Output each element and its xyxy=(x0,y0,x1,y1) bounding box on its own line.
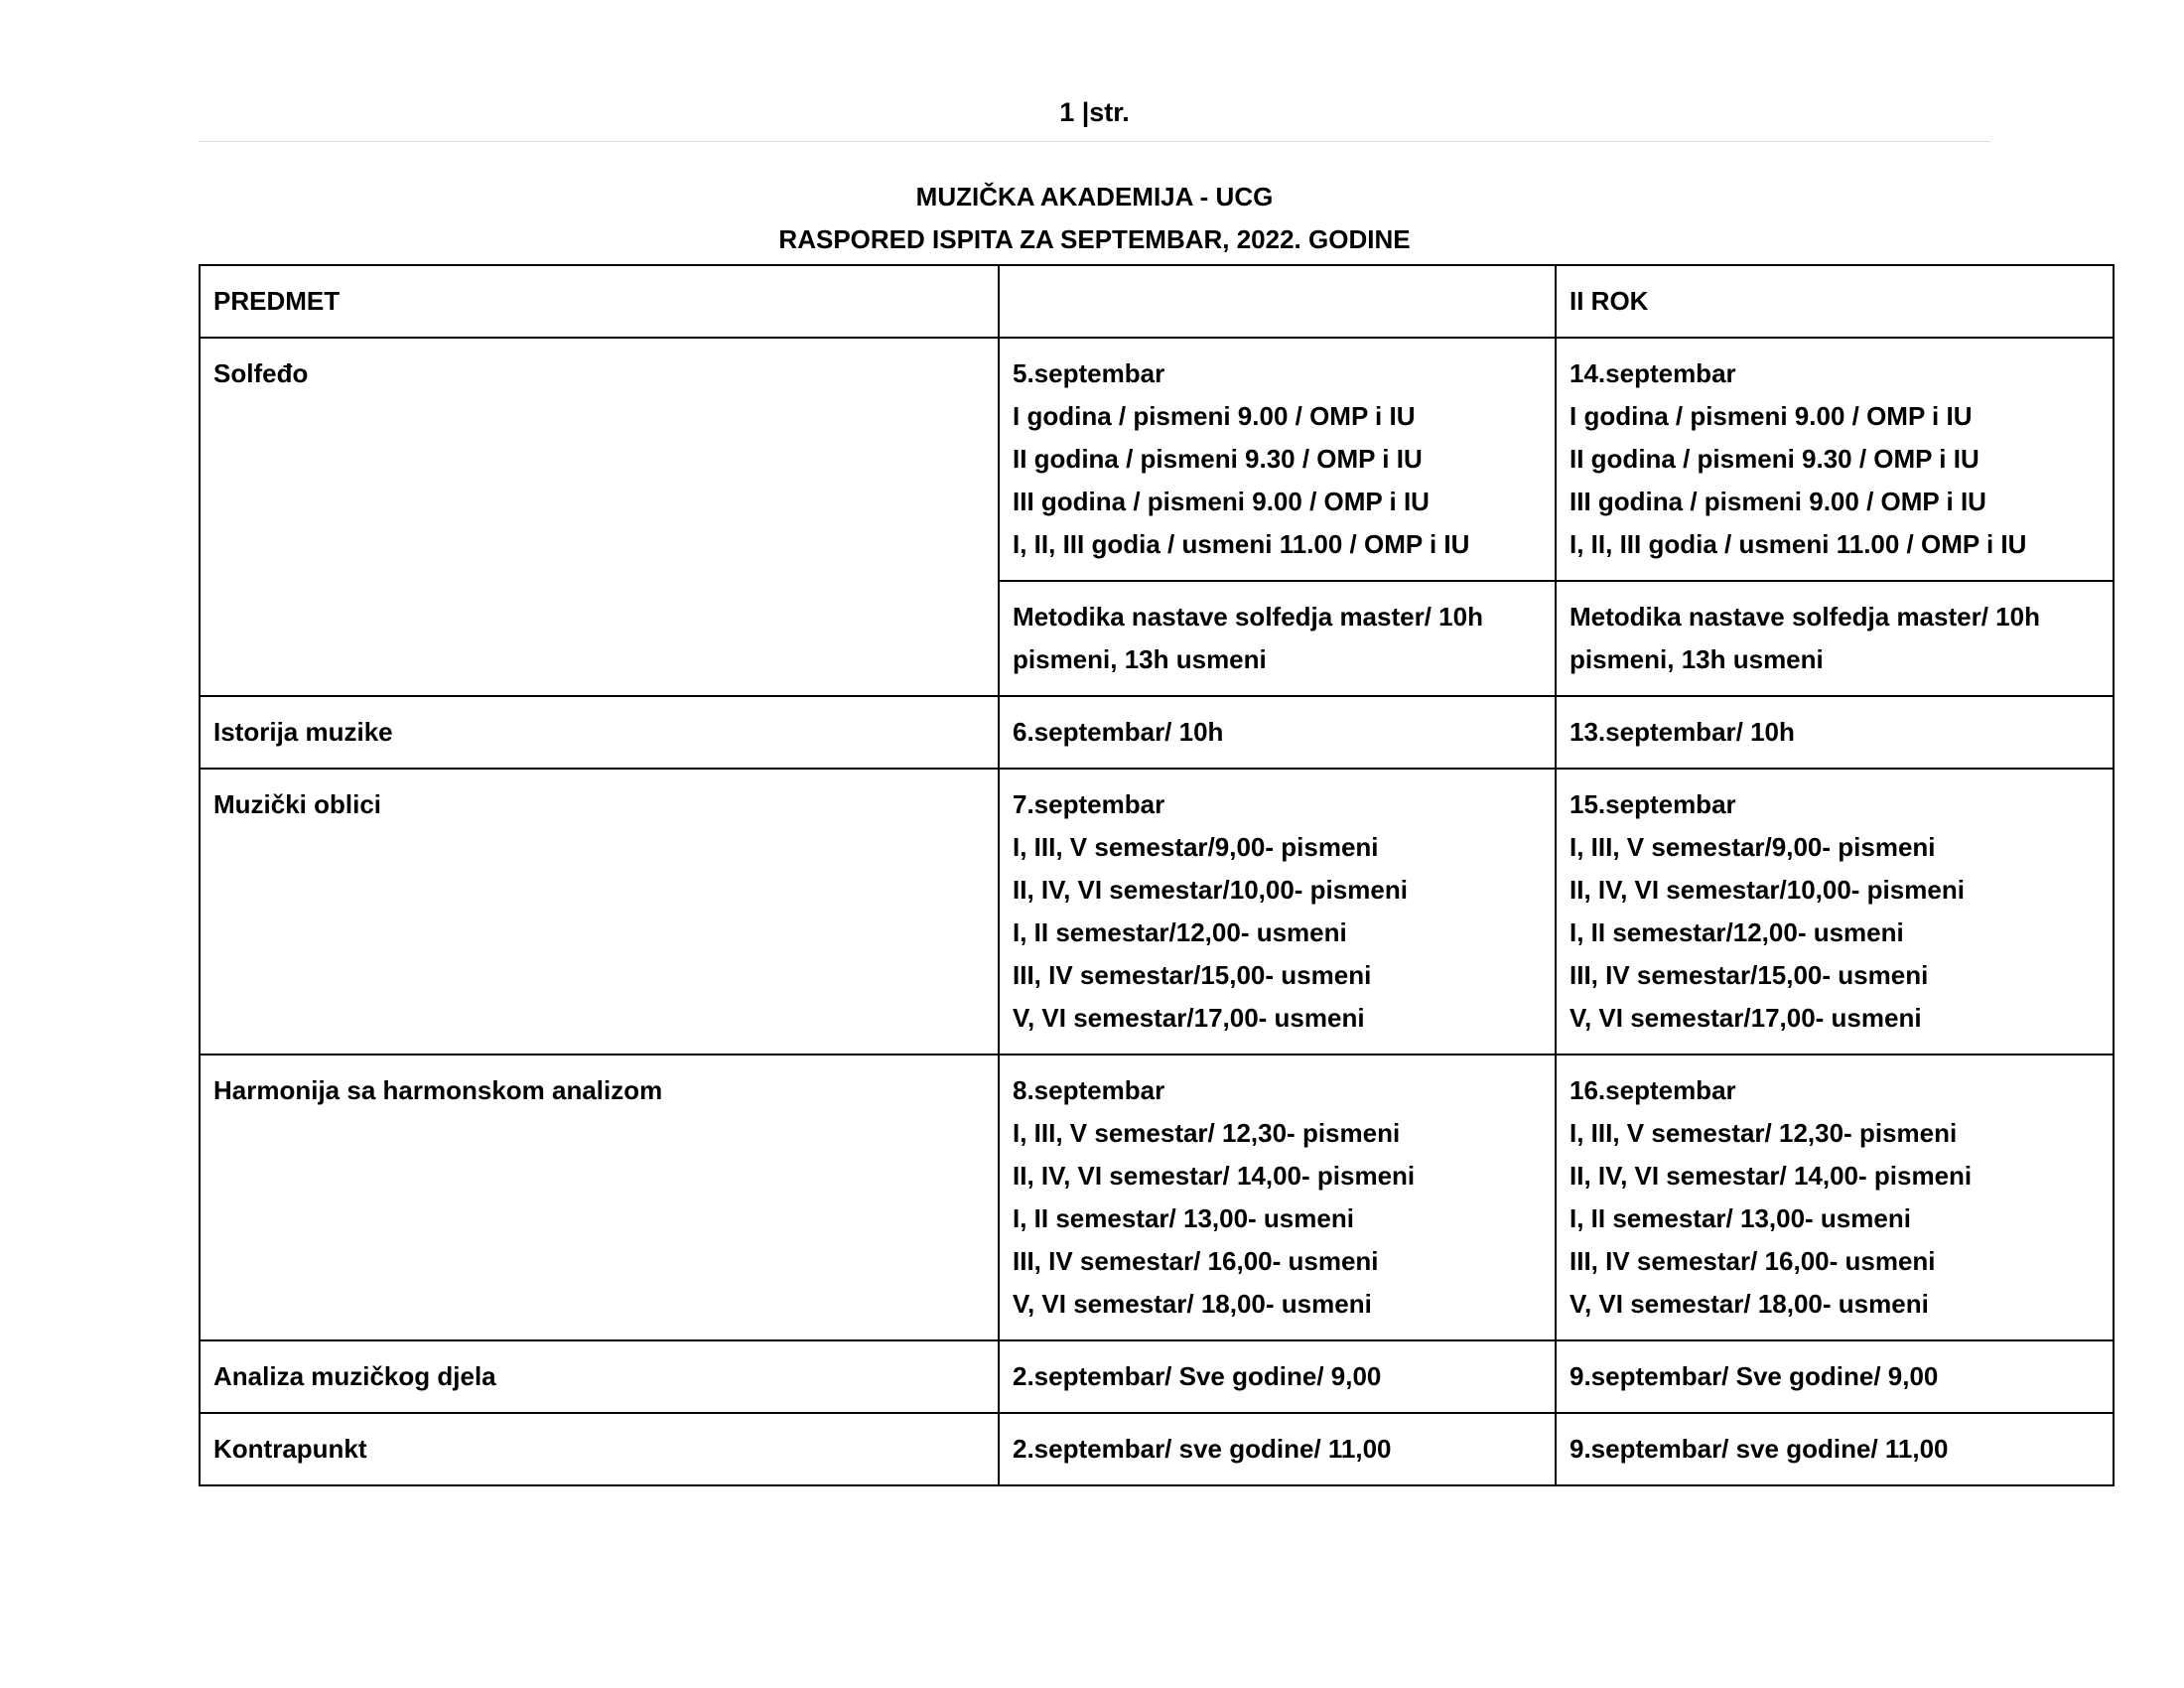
date-line: 8.septembar xyxy=(1013,1075,1165,1105)
subject-cell: Analiza muzičkog djela xyxy=(200,1340,999,1413)
exam-line: V, VI semestar/17,00- usmeni xyxy=(1570,1003,1922,1033)
second-term-cell xyxy=(1556,1340,2114,1413)
first-term-cell xyxy=(999,581,1556,696)
subject-cell: Kontrapunkt xyxy=(200,1413,999,1485)
exam-line: I, II, III godia / usmeni 11.00 / OMP i IU xyxy=(1013,529,1470,559)
second-term-cell xyxy=(1556,1413,2114,1485)
exam-line: II, IV, VI semestar/ 14,00- pismeni xyxy=(1013,1161,1416,1191)
exam-line: I, II semestar/12,00- usmeni xyxy=(1570,917,1904,947)
table-row-kontrapunkt xyxy=(200,1413,2114,1485)
exam-line: I, II semestar/12,00- usmeni xyxy=(1013,917,1347,947)
date-line: 15.septembar xyxy=(1570,789,1736,819)
exam-line: II godina / pismeni 9.30 / OMP i IU xyxy=(1013,444,1423,474)
second-term-cell xyxy=(1556,338,2114,581)
date-line: 6.septembar/ 10h xyxy=(1013,717,1224,747)
second-term-cell xyxy=(1556,581,2114,696)
exam-line: I, II, III godia / usmeni 11.00 / OMP i IU xyxy=(1570,529,2027,559)
exam-line: III godina / pismeni 9.00 / OMP i IU xyxy=(1013,487,1430,516)
second-term-cell xyxy=(1556,696,2114,769)
subject-cell: Istorija muzike xyxy=(200,696,999,769)
table-row-analiza xyxy=(200,1340,2114,1413)
first-term-cell xyxy=(999,1340,1556,1413)
exam-line: pismeni, 13h usmeni xyxy=(1570,644,1824,674)
date-line: 13.septembar/ 10h xyxy=(1570,717,1795,747)
table-row-istorija xyxy=(200,696,2114,769)
date-line: 7.septembar xyxy=(1013,789,1165,819)
subject-cell: Harmonija sa harmonskom analizom xyxy=(200,1055,999,1340)
exam-line: II, IV, VI semestar/10,00- pismeni xyxy=(1570,875,1965,905)
table-row-solfedjo xyxy=(200,338,2114,581)
date-line: 9.septembar/ Sve godine/ 9,00 xyxy=(1570,1361,1939,1391)
exam-line: I, II semestar/ 13,00- usmeni xyxy=(1013,1203,1354,1233)
exam-line: I, III, V semestar/9,00- pismeni xyxy=(1013,832,1379,862)
exam-line: V, VI semestar/ 18,00- usmeni xyxy=(1013,1289,1372,1319)
first-term-cell xyxy=(999,696,1556,769)
exam-line: II godina / pismeni 9.30 / OMP i IU xyxy=(1570,444,1979,474)
exam-line: I, III, V semestar/ 12,30- pismeni xyxy=(1570,1118,1958,1148)
date-line: 16.septembar xyxy=(1570,1075,1736,1105)
first-term-cell xyxy=(999,338,1556,581)
exam-line: III, IV semestar/15,00- usmeni xyxy=(1570,960,1929,990)
first-term-cell xyxy=(999,1055,1556,1340)
schedule-title: RASPORED ISPITA ZA SEPTEMBAR, 2022. GODINE xyxy=(778,224,1411,254)
header-second-term: II ROK xyxy=(1556,265,2114,338)
first-term-cell xyxy=(999,769,1556,1055)
exam-line: III, IV semestar/ 16,00- usmeni xyxy=(1013,1246,1379,1276)
exam-line: II, IV, VI semestar/10,00- pismeni xyxy=(1013,875,1408,905)
page-number-header: 1 |str. xyxy=(199,97,1990,142)
date-line: 9.septembar/ sve godine/ 11,00 xyxy=(1570,1434,1949,1464)
exam-line: pismeni, 13h usmeni xyxy=(1013,644,1267,674)
institution-title: MUZIČKA AKADEMIJA - UCG xyxy=(915,182,1274,211)
exam-line: I, III, V semestar/ 12,30- pismeni xyxy=(1013,1118,1401,1148)
date-line: 14.septembar xyxy=(1570,358,1736,388)
exam-line: V, VI semestar/ 18,00- usmeni xyxy=(1570,1289,1929,1319)
exam-line: III, IV semestar/15,00- usmeni xyxy=(1013,960,1372,990)
header-row xyxy=(200,265,2114,338)
exam-line: III, IV semestar/ 16,00- usmeni xyxy=(1570,1246,1936,1276)
header-subject: PREDMET xyxy=(200,265,999,338)
exam-schedule-table xyxy=(199,264,2115,1486)
second-term-cell xyxy=(1556,769,2114,1055)
subject-cell: Muzički oblici xyxy=(200,769,999,1055)
exam-line: Metodika nastave solfedja master/ 10h xyxy=(1013,602,1483,632)
exam-line: V, VI semestar/17,00- usmeni xyxy=(1013,1003,1365,1033)
exam-line: I godina / pismeni 9.00 / OMP i IU xyxy=(1570,401,1973,431)
subject-cell: Solfeđo xyxy=(200,338,999,696)
date-line: 5.septembar xyxy=(1013,358,1165,388)
exam-line: Metodika nastave solfedja master/ 10h xyxy=(1570,602,2040,632)
exam-line: I godina / pismeni 9.00 / OMP i IU xyxy=(1013,401,1416,431)
exam-line: I, II semestar/ 13,00- usmeni xyxy=(1570,1203,1911,1233)
table-row-harmonija xyxy=(200,1055,2114,1340)
date-line: 2.septembar/ Sve godine/ 9,00 xyxy=(1013,1361,1382,1391)
exam-line: I, III, V semestar/9,00- pismeni xyxy=(1570,832,1936,862)
exam-line: III godina / pismeni 9.00 / OMP i IU xyxy=(1570,487,1986,516)
table-row-oblici xyxy=(200,769,2114,1055)
header-first-term xyxy=(999,265,1556,338)
first-term-cell xyxy=(999,1413,1556,1485)
exam-line: II, IV, VI semestar/ 14,00- pismeni xyxy=(1570,1161,1973,1191)
date-line: 2.septembar/ sve godine/ 11,00 xyxy=(1013,1434,1392,1464)
second-term-cell xyxy=(1556,1055,2114,1340)
